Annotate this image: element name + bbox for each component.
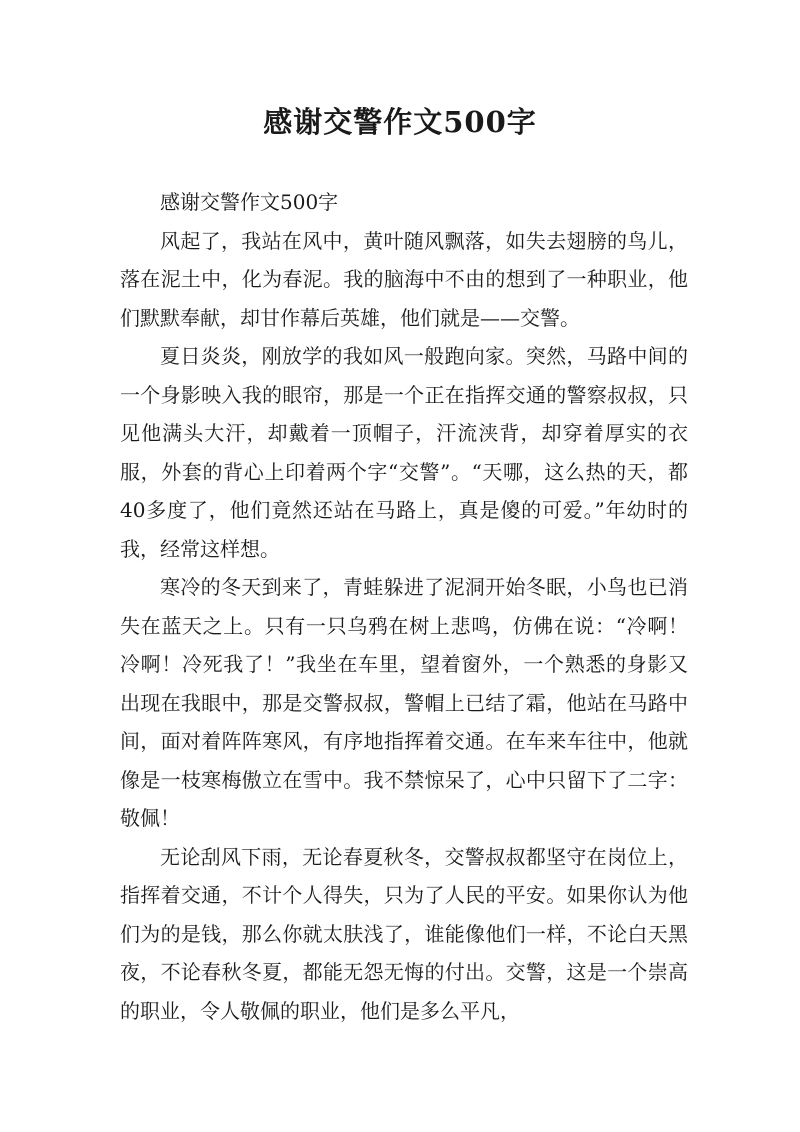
paragraph-subtitle: 感谢交警作文500字	[160, 190, 339, 214]
paragraph: 风起了，我站在风中，黄叶随风飘落，如失去翅膀的鸟儿，落在泥土中，化为春泥。我的脑海中不由的想到了一种职业，他们默默奉献，却甘作幕后英雄，他们就是——交警。	[120, 228, 688, 330]
paragraph: 夏日炎炎，刚放学的我如风一般跑向家。突然，马路中间的一个身影映入我的眼帘，那是一个正在指挥交通的警察叔叔，只见他满头大汗，却戴着一顶帽子，汗流浃背，却穿着厚实的衣服，外套的背心上印着两个字“交警”。“天哪，这么热的天，都40多度了，他们竟然还站在马路上，真是傻的可爱。”年幼时的我，经常这样想。	[120, 344, 688, 561]
paragraph: 无论刮风下雨，无论春夏秋冬，交警叔叔都坚守在岗位上，指挥着交通，不计个人得失，只为了人民的平安。如果你认为他们为的是钱，那么你就太肤浅了，谁能像他们一样，不论白天黑夜，不论春秋冬夏，都能无怨无悔的付出。交警，这是一个崇高的职业，令人敬佩的职业，他们是多么平凡，	[120, 844, 688, 1023]
document-title: 感谢交警作文500字	[263, 105, 537, 139]
paragraph: 寒冷的冬天到来了，青蛙躲进了泥洞开始冬眠，小鸟也已消失在蓝天之上。只有一只乌鸦在树上悲鸣，仿佛在说：“冷啊！冷啊！冷死我了！”我坐在车里，望着窗外，一个熟悉的身影又出现在我眼中，那是交警叔叔，警帽上已结了霜，他站在马路中间，面对着阵阵寒风，有序地指挥着交通。在车来车往中，他就像是一枝寒梅傲立在雪中。我不禁惊呆了，心中只留下了二字：敬佩！	[120, 575, 688, 830]
document-body	[120, 183, 688, 1030]
